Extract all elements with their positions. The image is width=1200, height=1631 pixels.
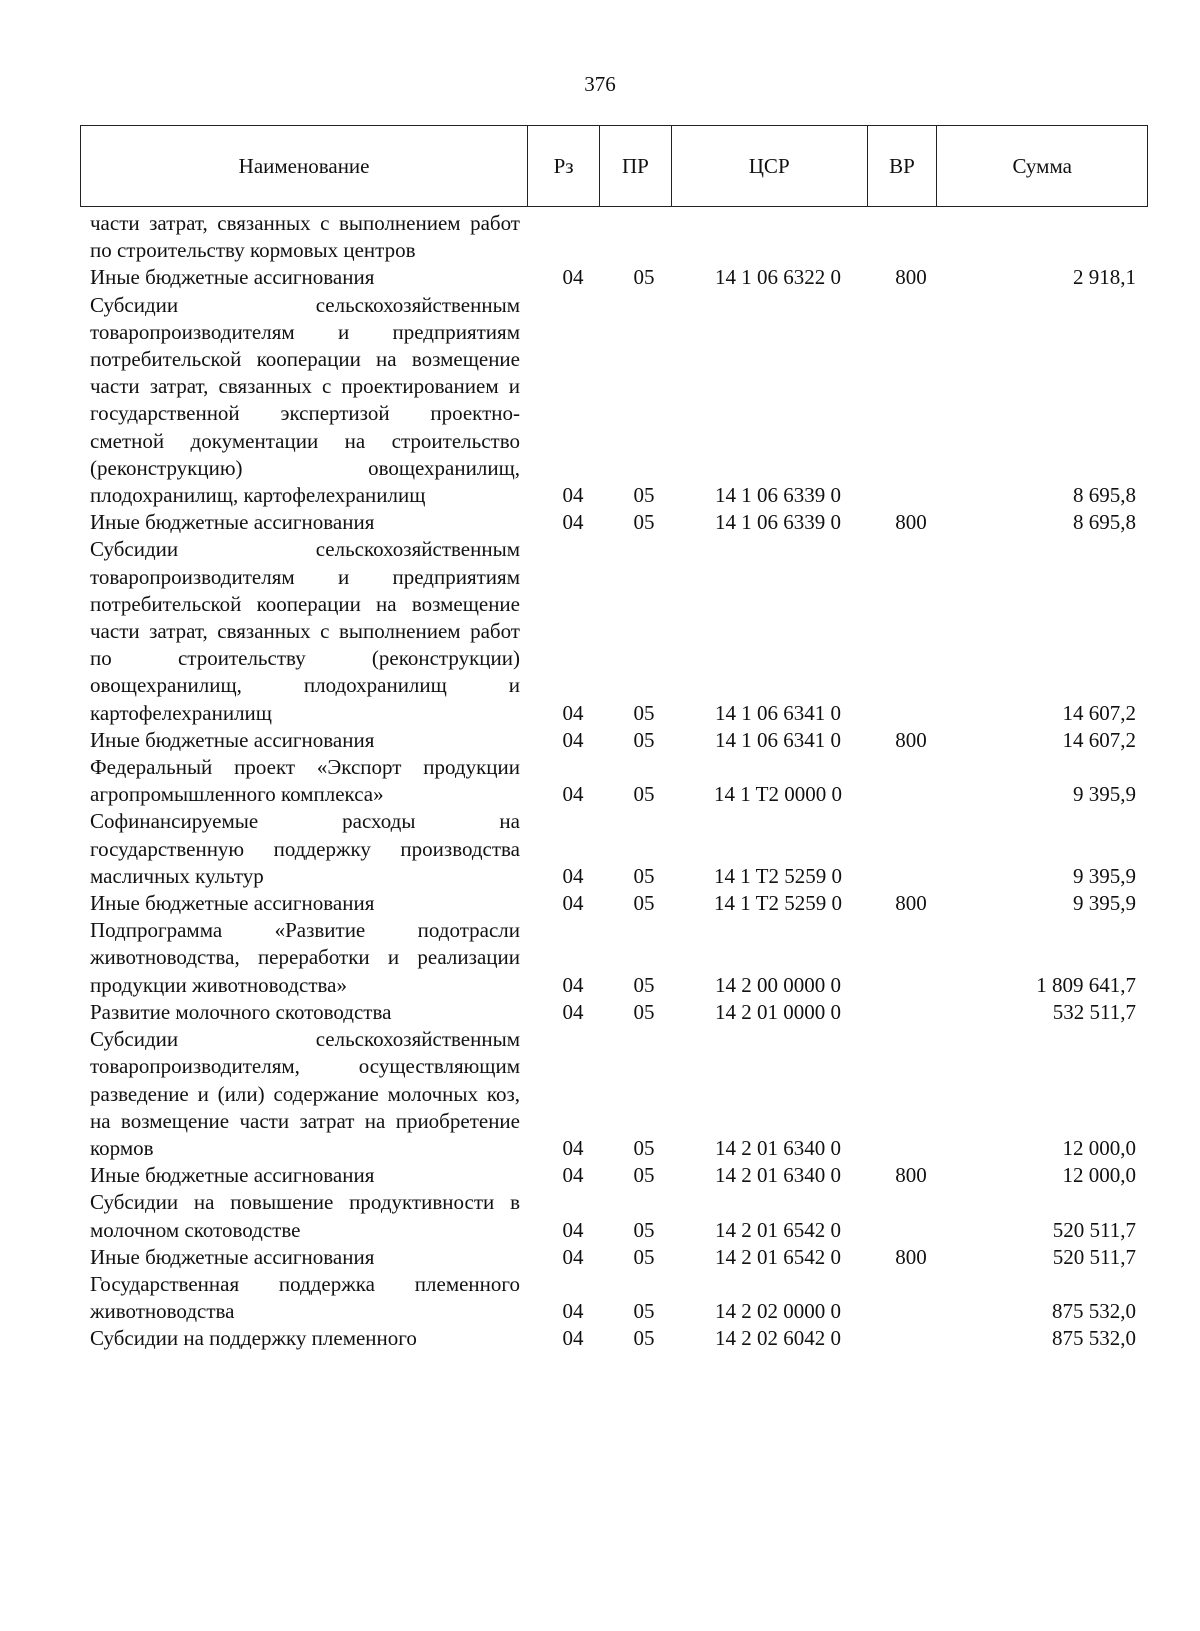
table-row [90, 890, 1140, 917]
cell-csr: 14 1 06 6341 0 [715, 700, 841, 725]
cell-csr: 14 2 02 6042 0 [715, 1326, 841, 1351]
cell-rz: 04 [562, 265, 584, 290]
cell-name: Субсидии на повышение продуктивности в молочном скотоводстве [90, 1190, 520, 1242]
table-row [90, 727, 1140, 754]
table-row [90, 1325, 1140, 1352]
cell-pr: 05 [633, 1299, 655, 1324]
cell-rz: 04 [562, 483, 584, 508]
cell-sum: 532 511,7 [1052, 999, 1136, 1024]
cell-vr: 800 [895, 510, 927, 535]
cell-rz: 04 [562, 700, 584, 725]
cell-csr: 14 1 T2 0000 0 [714, 782, 842, 807]
cell-name: части затрат, связанных с выполнением работ по строительству кормовых центров [90, 211, 520, 263]
cell-pr: 05 [633, 999, 655, 1024]
table-row [90, 808, 1140, 890]
cell-csr: 14 2 01 0000 0 [715, 999, 841, 1024]
cell-csr: 14 2 01 6340 0 [715, 1135, 841, 1160]
table-row [90, 1162, 1140, 1189]
cell-sum: 9 395,9 [1073, 891, 1136, 916]
table-header [80, 125, 1148, 207]
cell-pr: 05 [633, 891, 655, 916]
column-header-sum: Сумма [1012, 153, 1072, 178]
cell-name: Развитие молочного скотоводства [90, 999, 392, 1024]
cell-csr: 14 1 06 6339 0 [715, 483, 841, 508]
cell-pr: 05 [633, 483, 655, 508]
cell-vr: 800 [895, 1244, 927, 1269]
cell-vr: 800 [895, 891, 927, 916]
table-body [90, 210, 1140, 1353]
page-number: 376 [584, 72, 616, 96]
cell-name: Иные бюджетные ассигнования [90, 1163, 375, 1188]
cell-csr: 14 1 T2 5259 0 [714, 863, 842, 888]
cell-pr: 05 [633, 782, 655, 807]
cell-sum: 520 511,7 [1052, 1244, 1136, 1269]
cell-name: Иные бюджетные ассигнования [90, 510, 375, 535]
cell-name: Иные бюджетные ассигнования [90, 265, 375, 290]
cell-pr: 05 [633, 1135, 655, 1160]
cell-name: Иные бюджетные ассигнования [90, 891, 375, 916]
cell-csr: 14 1 06 6339 0 [715, 510, 841, 535]
cell-csr: 14 1 06 6322 0 [715, 265, 841, 290]
cell-sum: 8 695,8 [1073, 510, 1136, 535]
cell-name: Подпрограмма «Развитие подотрасли животноводства, переработки и реализации продукции животноводства» [90, 918, 520, 997]
cell-rz: 04 [562, 1217, 584, 1242]
table-row [90, 536, 1140, 726]
column-header-pr: ПР [600, 126, 672, 206]
cell-sum: 9 395,9 [1073, 782, 1136, 807]
cell-csr: 14 2 01 6542 0 [715, 1217, 841, 1242]
cell-rz: 04 [562, 1163, 584, 1188]
column-header-vr: ВР [868, 126, 938, 206]
cell-name: Государственная поддержка племенного животноводства [90, 1271, 520, 1324]
cell-rz: 04 [562, 999, 584, 1024]
cell-pr: 05 [633, 727, 655, 752]
table-row [90, 1026, 1140, 1162]
cell-sum: 14 607,2 [1062, 700, 1136, 725]
cell-sum: 8 695,8 [1073, 483, 1136, 508]
cell-rz: 04 [562, 510, 584, 535]
cell-rz: 04 [562, 1299, 584, 1324]
cell-rz: 04 [562, 727, 584, 752]
column-header-rz: Рз [528, 126, 600, 206]
cell-pr: 05 [633, 1326, 655, 1351]
cell-sum: 12 000,0 [1062, 1163, 1136, 1188]
cell-rz: 04 [562, 972, 584, 997]
cell-csr: 14 2 01 6542 0 [715, 1244, 841, 1269]
table-row [90, 1244, 1140, 1271]
cell-sum: 1 809 641,7 [1036, 972, 1136, 997]
cell-csr: 14 2 02 0000 0 [715, 1299, 841, 1324]
cell-pr: 05 [633, 1244, 655, 1269]
cell-name: Субсидии сельскохозяйственным товаропроизводителям и предприятиям потребительской кооперации на возмещение части затрат, связанных с выполнением работ по строительству (реконструкции) овощехранилищ, плодохранилищ и картофелехранилищ [90, 537, 520, 725]
column-header-csr: ЦСР [672, 126, 868, 206]
table-row [90, 1271, 1140, 1325]
cell-vr: 800 [895, 727, 927, 752]
cell-csr: 14 2 00 0000 0 [715, 972, 841, 997]
table-row [90, 754, 1140, 808]
table-row [90, 999, 1140, 1026]
cell-rz: 04 [562, 863, 584, 888]
cell-rz: 04 [562, 782, 584, 807]
cell-pr: 05 [633, 1163, 655, 1188]
cell-csr: 14 1 T2 5259 0 [714, 891, 842, 916]
cell-sum: 2 918,1 [1073, 265, 1136, 290]
cell-name: Субсидии на поддержку племенного [90, 1326, 417, 1351]
table-row [90, 917, 1140, 999]
cell-sum: 14 607,2 [1062, 727, 1136, 752]
cell-pr: 05 [633, 265, 655, 290]
cell-name: Софинансируемые расходы на государственную поддержку производства масличных культур [90, 809, 520, 888]
column-header-name: Наименование [81, 126, 528, 206]
cell-rz: 04 [562, 891, 584, 916]
cell-sum: 520 511,7 [1052, 1217, 1136, 1242]
cell-rz: 04 [562, 1135, 584, 1160]
cell-pr: 05 [633, 510, 655, 535]
table-row [90, 292, 1140, 510]
table-row [90, 210, 1140, 264]
table-row [90, 509, 1140, 536]
cell-rz: 04 [562, 1244, 584, 1269]
cell-vr: 800 [895, 265, 927, 290]
cell-rz: 04 [562, 1326, 584, 1351]
cell-vr: 800 [895, 1163, 927, 1188]
cell-name: Субсидии сельскохозяйственным товаропроизводителям, осуществляющим разведение и (или) содержание молочных коз, на возмещение части затрат на приобретение кормов [90, 1027, 520, 1160]
cell-pr: 05 [633, 863, 655, 888]
cell-csr: 14 2 01 6340 0 [715, 1163, 841, 1188]
cell-pr: 05 [633, 700, 655, 725]
cell-sum: 9 395,9 [1073, 863, 1136, 888]
table-row [90, 264, 1140, 291]
table-row [90, 1189, 1140, 1243]
cell-name: Иные бюджетные ассигнования [90, 727, 375, 752]
cell-sum: 12 000,0 [1062, 1135, 1136, 1160]
cell-pr: 05 [633, 972, 655, 997]
cell-pr: 05 [633, 1217, 655, 1242]
cell-name: Субсидии сельскохозяйственным товаропроизводителям и предприятиям потребительской кооперации на возмещение части затрат, связанных с проектированием и государственной экспертизой проектно-сметной документации на строительство (реконструкцию) овощехранилищ, плодохранилищ, картофелехранилищ [90, 292, 520, 508]
cell-sum: 875 532,0 [1052, 1326, 1136, 1351]
cell-name: Федеральный проект «Экспорт продукции агропромышленного комплекса» [90, 755, 520, 807]
cell-sum: 875 532,0 [1052, 1299, 1136, 1324]
cell-csr: 14 1 06 6341 0 [715, 727, 841, 752]
cell-name: Иные бюджетные ассигнования [90, 1244, 375, 1269]
